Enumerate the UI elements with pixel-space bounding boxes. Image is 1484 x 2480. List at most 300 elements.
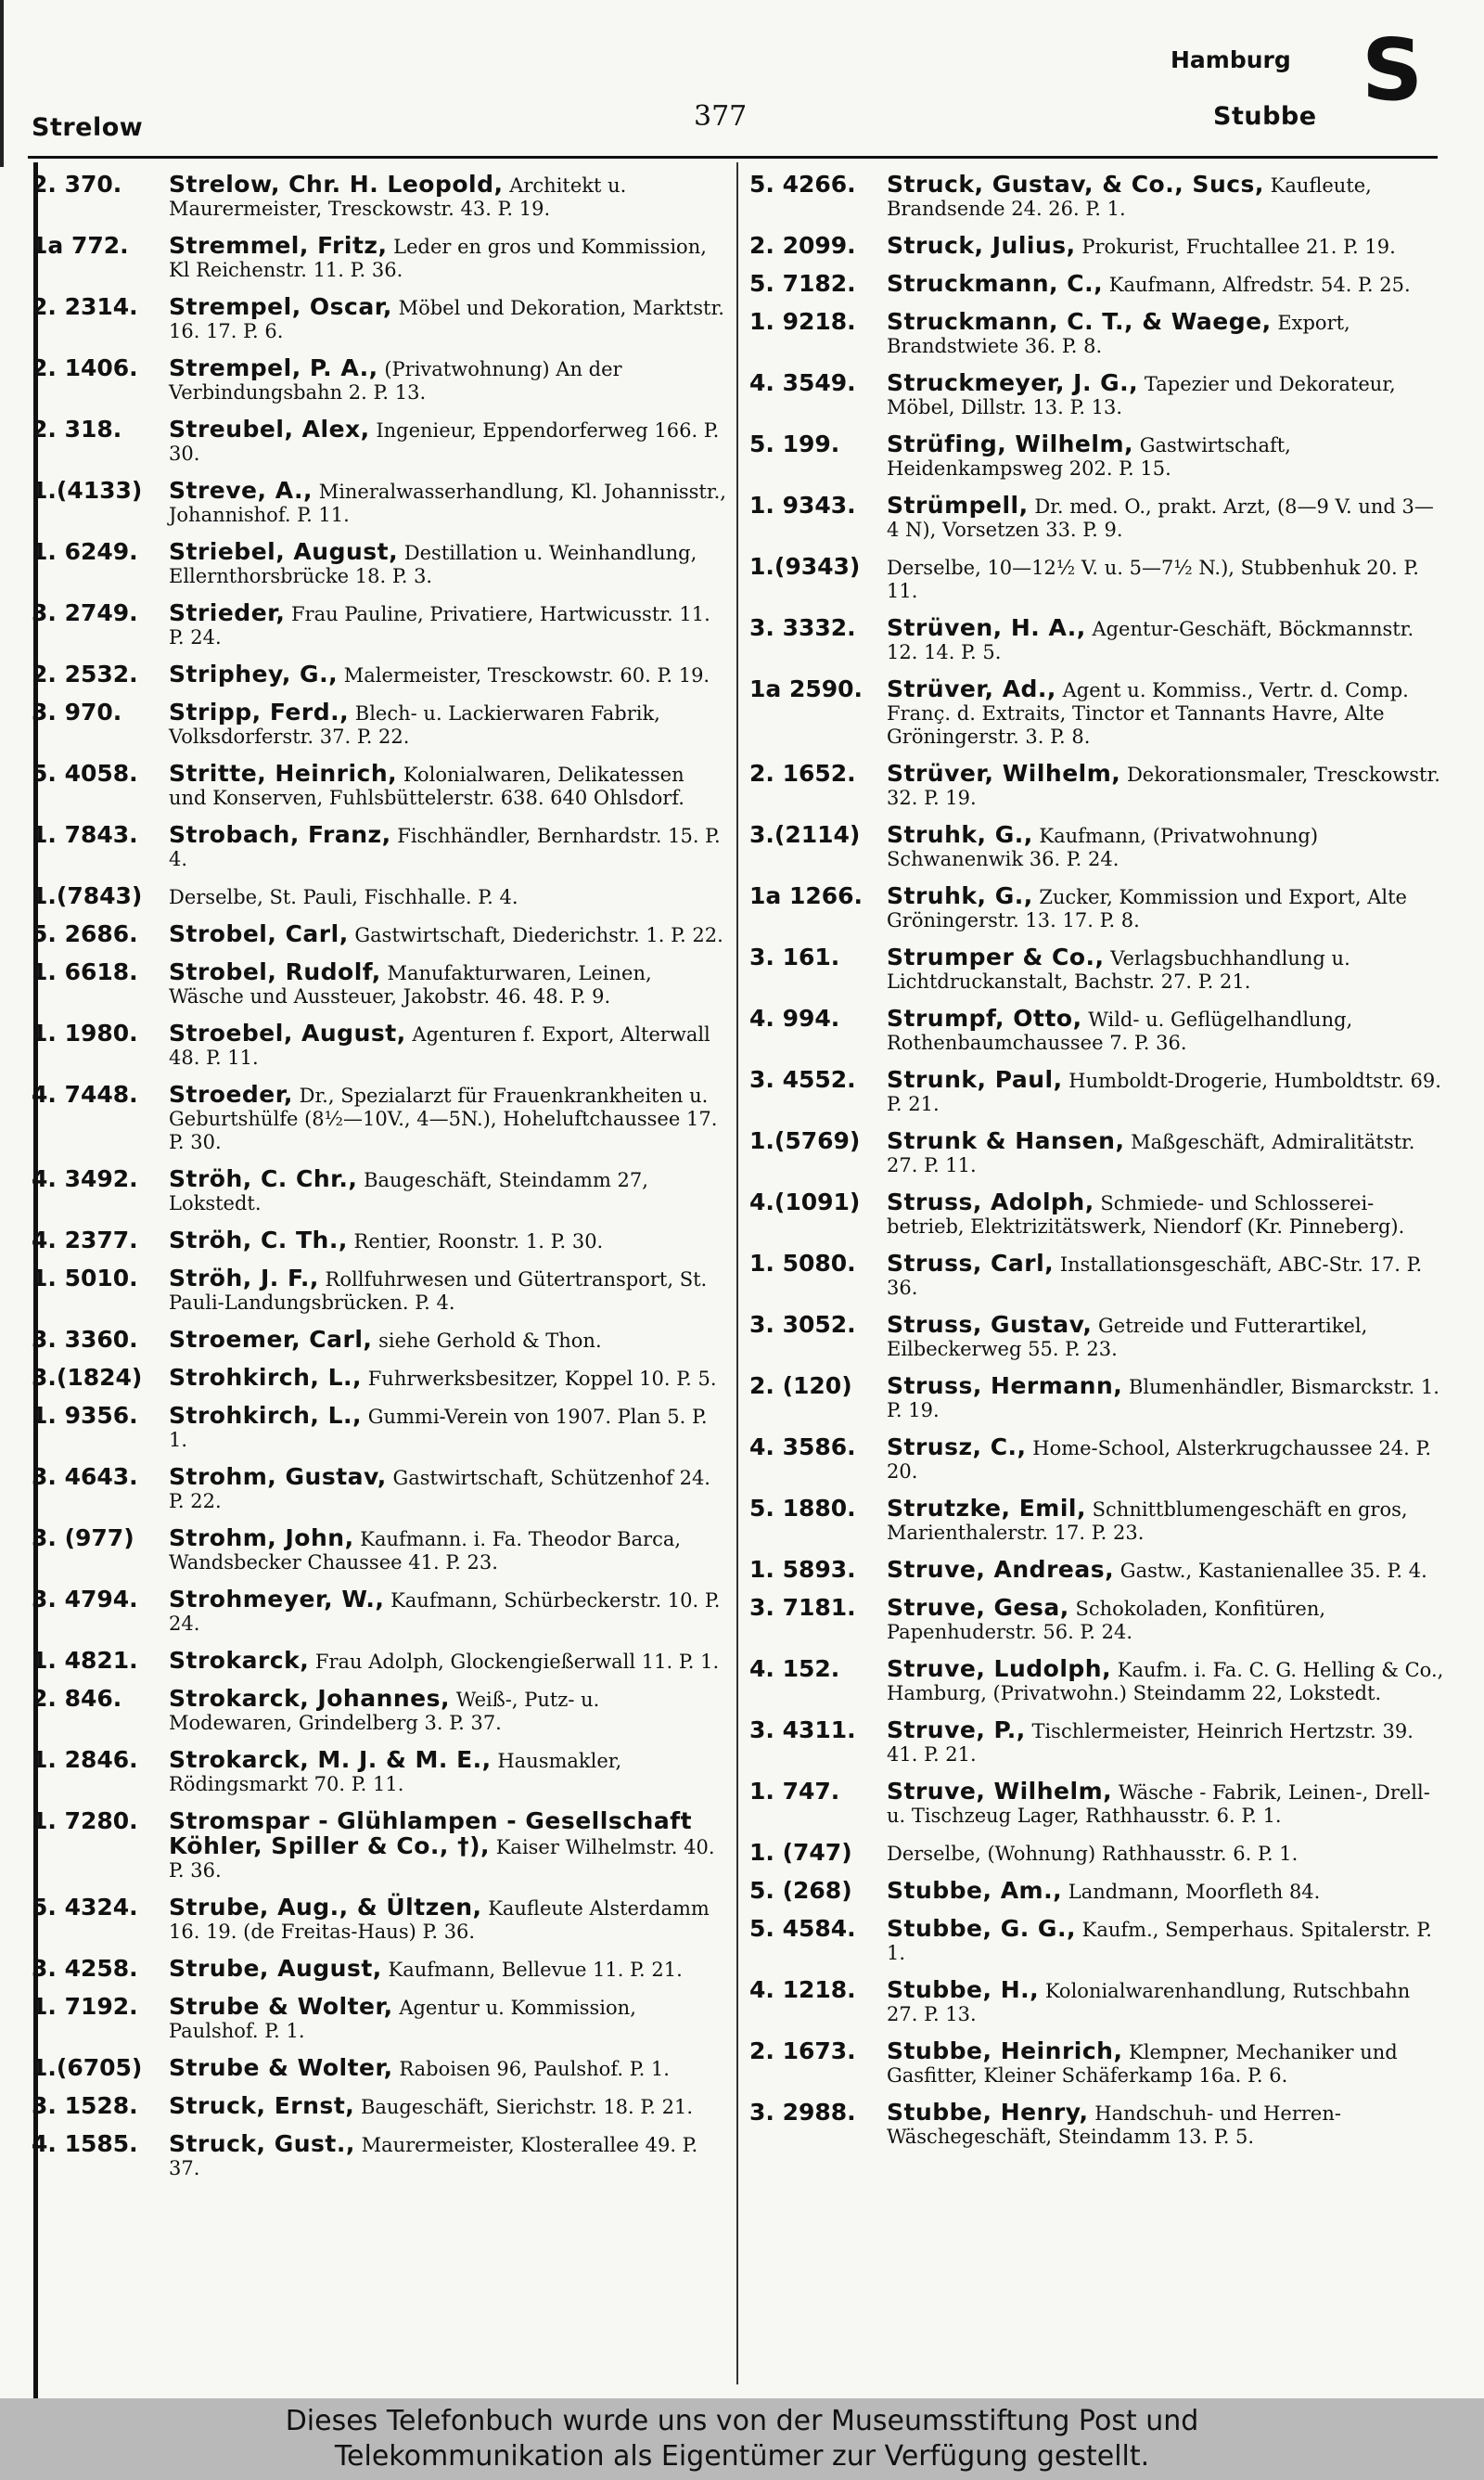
entry-text (169, 596, 727, 649)
subscriber-name: Struve, Wilhelm, (887, 1778, 1113, 1805)
subscriber-name: Strempel, P. A., (169, 354, 378, 381)
directory-entry (32, 228, 727, 282)
subscriber-details: Wild- u. Geflügelhandlung, Rothenbaumchaussee 7. P. 36. (887, 1009, 1353, 1054)
subscriber-details: Maßgeschäft, Admiralitätstr. 27. P. 11. (887, 1131, 1415, 1176)
directory-entry (749, 366, 1445, 419)
entry-text (887, 1491, 1445, 1545)
directory-entry (749, 1185, 1445, 1239)
subscriber-name: Streve, A., (169, 477, 313, 504)
directory-entry (32, 2127, 727, 2180)
subscriber-details: Kaufleute, Brandsende 24. 26. P. 1. (887, 174, 1372, 220)
subscriber-name: Strüfing, Wilhelm, (887, 430, 1134, 457)
entry-text (887, 1873, 1445, 1904)
phone-number: 1. 5080. (749, 1250, 856, 1277)
subscriber-name: Strohm, John, (169, 1524, 354, 1551)
phone-number: 2. 1673. (749, 2037, 856, 2064)
subscriber-details: Kaufmann, Bellevue 11. P. 21. (388, 1959, 683, 1981)
subscriber-details: Klempner, Mechaniker und Gasfitter, Kleiner Schäferkamp 16a. P. 6. (887, 2041, 1398, 2087)
directory-entry (749, 488, 1445, 542)
directory-entry (749, 1430, 1445, 1484)
directory-entry (32, 167, 727, 221)
subscriber-details: Frau Adolph, Glockengießerwall 11. P. 1. (314, 1651, 720, 1673)
directory-entry (749, 1873, 1445, 1904)
directory-entry (32, 817, 727, 871)
subscriber-name: Stubbe, H., (887, 1976, 1040, 2003)
subscriber-details: Tapezier und Dekorateur, Möbel, Dillstr. 13. P. 13. (887, 373, 1396, 418)
directory-entry (749, 304, 1445, 358)
subscriber-name: Stroebel, August, (169, 1020, 406, 1047)
entry-text (169, 228, 727, 282)
subscriber-details: Installationsgeschäft, ABC-Str. 17. P. 36. (887, 1253, 1423, 1299)
directory-entry (32, 1804, 727, 1882)
right-column (749, 167, 1445, 2156)
directory-entry (749, 1713, 1445, 1767)
subscriber-name: Strüver, Ad., (887, 675, 1056, 702)
phone-number: 4. 3586. (749, 1433, 856, 1460)
phone-number: 3. 4258. (32, 1955, 138, 1982)
subscriber-name: Striphey, G., (169, 661, 339, 687)
entry-text (169, 351, 727, 405)
subscriber-details: Dr., Spezialarzt für Frauenkrankheiten u. Geburtshülfe (8½—10V., 4—5N.), Hoheluftchaussee 17. P. 30. (169, 1085, 718, 1153)
entry-text (887, 427, 1445, 481)
subscriber-details: Landmann, Moorfleth 84. (1068, 1881, 1321, 1903)
subscriber-details: Kaufmann, Alfredstr. 54. P. 25. (1108, 274, 1411, 296)
directory-entry (32, 2088, 727, 2119)
phone-number: 2. 370. (32, 171, 122, 198)
directory-entry (32, 1989, 727, 2043)
subscriber-name: Struve, Andreas, (887, 1556, 1115, 1583)
directory-entry (32, 879, 727, 909)
directory-entry (32, 1643, 727, 1674)
entry-text (169, 1360, 727, 1391)
subscriber-details: Maurermeister, Klosterallee 49. P. 37. (169, 2134, 698, 2179)
subscriber-details: Derselbe, (Wohnung) Rathhausstr. 6. P. 1. (887, 1843, 1298, 1865)
ownership-footer (0, 2398, 1484, 2480)
entry-text (169, 412, 727, 466)
phone-number: 1a 2590. (749, 675, 864, 702)
subscriber-details: Kaufmann, (Privatwohnung) Schwanenwik 36. P. 24. (887, 825, 1319, 870)
subscriber-details: (Privatwohnung) An der Verbindungsbahn 2. P. 13. (169, 358, 622, 404)
subscriber-name: Stubbe, Henry, (887, 2099, 1089, 2126)
entry-text (169, 1077, 727, 1154)
entry-text (887, 756, 1445, 810)
phone-number: 3. 3332. (749, 614, 856, 641)
entry-text (887, 167, 1445, 221)
directory-entry (749, 1124, 1445, 1177)
directory-entry (32, 1582, 727, 1636)
phone-number: 5. 4058. (32, 760, 138, 787)
subscriber-details: Leder en gros und Kommission, Kl Reichenstr. 11. P. 36. (169, 236, 707, 281)
phone-number: 3. 4552. (749, 1066, 856, 1093)
directory-entry (32, 1398, 727, 1452)
entry-text (169, 1322, 727, 1353)
phone-number: 1. 5010. (32, 1265, 138, 1291)
entry-text (169, 1989, 727, 2043)
entry-text (169, 917, 727, 947)
subscriber-name: Struhk, G., (887, 882, 1033, 909)
subscriber-name: Struss, Adolph, (887, 1189, 1094, 1215)
directory-entry (32, 1077, 727, 1154)
entry-text (887, 2095, 1445, 2149)
directory-entry (749, 549, 1445, 603)
directory-entry (32, 1223, 727, 1253)
directory-entry (749, 1307, 1445, 1361)
subscriber-name: Stroemer, Carl, (169, 1326, 373, 1353)
phone-number: 1.(4133) (32, 477, 143, 504)
subscriber-name: Struck, Julius, (887, 232, 1076, 259)
directory-entry (32, 1742, 727, 1796)
subscriber-name: Strüven, H. A., (887, 614, 1086, 641)
subscriber-name: Struve, Gesa, (887, 1594, 1069, 1621)
subscriber-details: Agentur-Geschäft, Böckmannstr. 12. 14. P. 5. (887, 618, 1414, 663)
subscriber-name: Strohkirch, L., (169, 1402, 363, 1429)
directory-entry (749, 1491, 1445, 1545)
phone-number: 2. 2099. (749, 232, 856, 259)
subscriber-details: Gastw., Kastanienallee 35. P. 4. (1119, 1560, 1427, 1582)
directory-entry (749, 1246, 1445, 1300)
subscriber-name: Strunk & Hansen, (887, 1127, 1125, 1154)
directory-entry (749, 1001, 1445, 1055)
entry-text (169, 756, 727, 810)
directory-entry (749, 817, 1445, 871)
subscriber-name: Streubel, Alex, (169, 416, 370, 443)
subscriber-details: Kaufmann, Schürbeckerstr. 10. P. 24. (169, 1589, 721, 1635)
directory-entry (749, 879, 1445, 932)
subscriber-details: Dr. med. O., prakt. Arzt, (8—9 V. und 3—4 N), Vorsetzen 33. P. 9. (887, 495, 1434, 541)
entry-text (169, 2127, 727, 2180)
entry-text (887, 366, 1445, 419)
subscriber-name: Struck, Ernst, (169, 2092, 355, 2119)
entry-text (169, 473, 727, 527)
entry-text (169, 1162, 727, 1215)
entry-text (887, 1368, 1445, 1422)
phone-number: 1. 9218. (749, 308, 856, 335)
subscriber-details: Getreide und Futterartikel, Eilbeckerweg 55. P. 23. (887, 1315, 1368, 1360)
entry-text (169, 1261, 727, 1315)
subscriber-name: Struss, Carl, (887, 1250, 1055, 1277)
directory-entry (32, 917, 727, 947)
subscriber-name: Strokarck, M. J. & M. E., (169, 1746, 492, 1773)
subscriber-details: Kaufleute Alsterdamm 16. 19. (de Freitas-Haus) P. 36. (169, 1897, 710, 1943)
directory-entry (32, 1890, 727, 1944)
subscriber-name: Strunk, Paul, (887, 1066, 1063, 1093)
phone-number: 1a 1266. (749, 882, 864, 909)
directory-entry (32, 1360, 727, 1391)
subscriber-name: Strokarck, (169, 1647, 310, 1674)
subscriber-details: Prokurist, Fruchtallee 21. P. 19. (1081, 236, 1396, 258)
subscriber-name: Stroeder, (169, 1081, 293, 1108)
subscriber-name: Strüver, Wilhelm, (887, 760, 1121, 787)
subscriber-details: Manufakturwaren, Leinen, Wäsche und Aussteuer, Jakobstr. 46. 48. P. 9. (169, 962, 652, 1008)
directory-entry (32, 473, 727, 527)
phone-number: 1. 4821. (32, 1647, 138, 1674)
subscriber-name: Strelow, Chr. H. Leopold, (169, 171, 504, 198)
entry-text (169, 695, 727, 749)
entry-text (169, 2088, 727, 2119)
subscriber-name: Strutzke, Emil, (887, 1495, 1086, 1522)
directory-entry (32, 695, 727, 749)
phone-number: 1. 7192. (32, 1993, 138, 2020)
subscriber-name: Struckmeyer, J. G., (887, 369, 1139, 396)
subscriber-name: Strube & Wolter, (169, 1993, 393, 2020)
directory-entry (749, 1651, 1445, 1705)
subscriber-name: Struss, Hermann, (887, 1372, 1123, 1399)
phone-number: 3. 3052. (749, 1311, 856, 1338)
entry-text (169, 1742, 727, 1796)
subscriber-name: Stripp, Ferd., (169, 699, 350, 726)
subscriber-name: Strube & Wolter, (169, 2054, 393, 2081)
phone-number: 3. 4311. (749, 1716, 856, 1743)
subscriber-details: Schmiede- und Schlosserei-betrieb, Elektrizitätswerk, Niendorf (Kr. Pinneberg). (887, 1192, 1405, 1238)
phone-number: 2. 318. (32, 416, 122, 443)
phone-number: 5. 4584. (749, 1915, 856, 1942)
subscriber-name: Struckmann, C. T., & Waege, (887, 308, 1272, 335)
subscriber-name: Struve, P., (887, 1716, 1026, 1743)
subscriber-details: Schnittblumengeschäft en gros, Marienthalerstr. 17. P. 23. (887, 1498, 1408, 1544)
subscriber-details: Kaiser Wilhelmstr. 40. P. 36. (169, 1836, 715, 1882)
subscriber-details: Home-School, Alsterkrugchaussee 24. P. 20. (887, 1437, 1432, 1483)
entry-text (887, 940, 1445, 994)
phone-number: 3. 2749. (32, 599, 138, 626)
subscriber-name: Strokarck, Johannes, (169, 1685, 451, 1712)
entry-text (169, 534, 727, 588)
directory-entry (749, 1062, 1445, 1116)
entry-text (887, 1972, 1445, 2026)
entry-text (887, 1713, 1445, 1767)
phone-number: 5. (268) (749, 1877, 852, 1904)
entry-text (169, 1223, 727, 1253)
subscriber-name: Strube, August, (169, 1955, 382, 1982)
subscriber-details: Dekorationsmaler, Tresckowstr. 32. P. 19. (887, 764, 1440, 809)
phone-number: 1. 7843. (32, 821, 138, 848)
directory-entry (32, 1521, 727, 1574)
phone-number: 5. 4324. (32, 1894, 138, 1921)
entry-text (169, 167, 727, 221)
subscriber-details: Zucker, Kommission und Export, Alte Gröningerstr. 13. 17. P. 8. (887, 886, 1407, 932)
phone-number: 3. 970. (32, 699, 122, 726)
phone-number: 1. 9343. (749, 492, 856, 519)
subscriber-name: Ströh, C. Chr., (169, 1165, 358, 1192)
phone-number: 4. 1218. (749, 1976, 856, 2003)
directory-entry (749, 2095, 1445, 2149)
entry-text (169, 817, 727, 871)
subscriber-details: Kaufmann. i. Fa. Theodor Barca, Wandsbecker Chaussee 41. P. 23. (169, 1528, 682, 1574)
subscriber-name: Struss, Gustav, (887, 1311, 1093, 1338)
entry-text (169, 657, 727, 687)
subscriber-name: Strube, Aug., & Ültzen, (169, 1894, 482, 1921)
subscriber-details: Baugeschäft, Steindamm 27, Lokstedt. (169, 1169, 648, 1214)
entry-text (887, 817, 1445, 871)
entry-text (887, 228, 1445, 259)
subscriber-name: Strohm, Gustav, (169, 1463, 387, 1490)
directory-entry (32, 1681, 727, 1735)
subscriber-details: Fischhändler, Bernhardstr. 15. P. 4. (169, 825, 721, 870)
entry-text (887, 610, 1445, 664)
phone-number: 3. 4643. (32, 1463, 138, 1490)
subscriber-name: Struve, Ludolph, (887, 1655, 1112, 1682)
subscriber-details: Rollfuhrwesen und Gütertransport, St. Pauli-Landungsbrücken. P. 4. (169, 1268, 708, 1314)
phone-number: 3.(2114) (749, 821, 861, 848)
phone-number: 1.(9343) (749, 553, 861, 580)
directory-entry (32, 289, 727, 343)
directory-entry (32, 1261, 727, 1315)
subscriber-details: Frau Pauline, Privatiere, Hartwicusstr. 11. P. 24. (169, 603, 710, 649)
subscriber-name: Strusz, C., (887, 1433, 1027, 1460)
subscriber-name: Strobel, Rudolf, (169, 958, 381, 985)
subscriber-name: Strobach, Franz, (169, 821, 391, 848)
subscriber-details: Kaufm. i. Fa. C. G. Helling & Co., Hamburg, (Privatwohn.) Steindamm 22, Lokstedt. (887, 1659, 1444, 1704)
subscriber-name: Strobel, Carl, (169, 920, 349, 947)
entry-text (169, 1521, 727, 1574)
phone-number: 2. 1652. (749, 760, 856, 787)
entry-text (169, 1582, 727, 1636)
phone-number: 5. 4266. (749, 171, 856, 198)
phone-number: 5. 7182. (749, 270, 856, 297)
subscriber-details: Agent u. Kommiss., Vertr. d. Comp. Franç. d. Extraits, Tinctor et Tannants Havre, Alte Gröningerstr. 3. P. 8. (887, 679, 1409, 748)
phone-number: 2. 1406. (32, 354, 138, 381)
subscriber-details: Handschuh- und Herren-Wäschegeschäft, Steindamm 13. P. 5. (887, 2102, 1341, 2148)
subscriber-name: Strohkirch, L., (169, 1364, 363, 1391)
phone-number: 1. 5893. (749, 1556, 856, 1583)
entry-text (169, 1643, 727, 1674)
entry-text (169, 1459, 727, 1513)
entry-text (887, 1590, 1445, 1644)
subscriber-details: Agenturen f. Export, Alterwall 48. P. 11. (169, 1023, 710, 1069)
column-divider (736, 162, 738, 2384)
directory-entry (749, 266, 1445, 297)
entry-text (887, 1552, 1445, 1583)
subscriber-details: Malermeister, Tresckowstr. 60. P. 19. (343, 664, 710, 687)
subscriber-details: Verlagsbuchhandlung u. Lichtdruckanstalt, Bachstr. 27. P. 21. (887, 947, 1350, 993)
subscriber-name: Stromspar - Glühlampen - Gesellschaft Köhler, Spiller & Co., †), (169, 1807, 693, 1859)
header-divider (28, 156, 1438, 159)
subscriber-details: Destillation u. Weinhandlung, Ellernthorsbrücke 18. P. 3. (169, 542, 697, 587)
directory-entry (749, 672, 1445, 749)
subscriber-name: Stremmel, Fritz, (169, 232, 388, 259)
entry-text (887, 1774, 1445, 1828)
directory-entry (749, 1835, 1445, 1866)
phone-number: 5. 2686. (32, 920, 138, 947)
subscriber-details: Kolonialwarenhandlung, Rutschbahn 27. P. 13. (887, 1980, 1411, 2025)
subscriber-name: Struck, Gustav, & Co., Sucs, (887, 171, 1264, 198)
directory-entry (749, 427, 1445, 481)
subscriber-details: Wäsche - Fabrik, Leinen-, Drell- u. Tischzeug Lager, Rathhausstr. 6. P. 1. (887, 1781, 1430, 1827)
directory-entry (32, 1459, 727, 1513)
subscriber-details: siehe Gerhold & Thon. (378, 1330, 602, 1352)
subscriber-details: Export, Brandstwiete 36. P. 8. (887, 312, 1350, 357)
subscriber-details: Gastwirtschaft, Heidenkampsweg 202. P. 15. (887, 434, 1291, 480)
entry-text (887, 266, 1445, 297)
subscriber-name: Stubbe, Am., (887, 1877, 1063, 1904)
directory-entry (32, 657, 727, 687)
entry-text (887, 1651, 1445, 1705)
entry-text (169, 2050, 727, 2081)
entry-text (169, 1890, 727, 1944)
phone-number: 4. 152. (749, 1655, 840, 1682)
entry-text (169, 955, 727, 1009)
subscriber-details: Hausmakler, Rödingsmarkt 70. P. 11. (169, 1750, 622, 1795)
page-number: 377 (694, 100, 748, 133)
subscriber-name: Ströh, C. Th., (169, 1227, 348, 1253)
subscriber-details: Derselbe, St. Pauli, Fischhalle. P. 4. (169, 886, 518, 908)
phone-number: 3. 4794. (32, 1586, 138, 1613)
subscriber-details: Gastwirtschaft, Schützenhof 24. P. 22. (169, 1467, 710, 1512)
phone-number: 1. 7280. (32, 1807, 138, 1834)
entry-text (169, 289, 727, 343)
entry-text (887, 1430, 1445, 1484)
phone-number: 1.(5769) (749, 1127, 861, 1154)
phone-number: 4. 7448. (32, 1081, 138, 1108)
subscriber-details: Blumenhändler, Bismarckstr. 1. P. 19. (887, 1376, 1439, 1421)
directory-entry (32, 1951, 727, 1982)
subscriber-name: Strümpell, (887, 492, 1029, 519)
phone-number: 1. 1980. (32, 1020, 138, 1047)
phone-number: 1a 772. (32, 232, 129, 259)
phone-number: 2. (120) (749, 1372, 852, 1399)
subscriber-details: Weiß-, Putz- u. Modewaren, Grindelberg 3. P. 37. (169, 1689, 600, 1734)
footer-line-1: Dieses Telefonbuch wurde uns von der Museumsstiftung Post und (285, 2405, 1199, 2437)
directory-entry (749, 940, 1445, 994)
entry-text (169, 1951, 727, 1982)
subscriber-details: Agentur u. Kommission, Paulshof. P. 1. (169, 1997, 636, 2042)
subscriber-details: Schokoladen, Konfitüren, Papenhuderstr. 56. P. 24. (887, 1598, 1326, 1643)
directory-entry (32, 2050, 727, 2081)
subscriber-name: Struckmann, C., (887, 270, 1104, 297)
subscriber-details: Baugeschäft, Sierichstr. 18. P. 21. (360, 2096, 694, 2118)
subscriber-name: Stritte, Heinrich, (169, 760, 398, 787)
subscriber-name: Strieder, (169, 599, 286, 626)
entry-text (887, 1124, 1445, 1177)
entry-text (887, 1185, 1445, 1239)
subscriber-name: Striebel, August, (169, 538, 399, 565)
phone-number: 4. 3492. (32, 1165, 138, 1192)
subscriber-name: Strumpf, Otto, (887, 1005, 1082, 1032)
entry-text (169, 1681, 727, 1735)
entry-text (887, 1835, 1445, 1866)
header-first-entry: Strelow (32, 113, 144, 142)
subscriber-details: Mineralwasserhandlung, Kl. Johannisstr., Johannishof. P. 11. (169, 481, 726, 526)
directory-entry (749, 2034, 1445, 2088)
subscriber-details: Möbel und Dekoration, Marktstr. 16. 17. P. 6. (169, 297, 724, 342)
subscriber-details: Ingenieur, Eppendorferweg 166. P. 30. (169, 419, 720, 465)
phone-number: 1. 9356. (32, 1402, 138, 1429)
subscriber-name: Stubbe, Heinrich, (887, 2037, 1123, 2064)
phone-number: 2. 2314. (32, 293, 138, 320)
subscriber-details: Derselbe, 10—12½ V. u. 5—7½ N.), Stubbenhuk 20. P. 11. (887, 557, 1419, 602)
subscriber-name: Struck, Gust., (169, 2130, 355, 2157)
directory-entry (749, 167, 1445, 221)
phone-number: 3. 1528. (32, 2092, 138, 2119)
subscriber-details: Gastwirtschaft, Diederichstr. 1. P. 22. (354, 924, 723, 946)
entry-text (887, 2034, 1445, 2088)
subscriber-name: Struhk, G., (887, 821, 1033, 848)
section-letter: S (1362, 20, 1424, 120)
subscriber-name: Ströh, J. F., (169, 1265, 319, 1291)
directory-entry (749, 1911, 1445, 1965)
phone-number: 3. 161. (749, 944, 840, 970)
directory-entry (32, 534, 727, 588)
entry-text (887, 1911, 1445, 1965)
directory-entry (749, 1774, 1445, 1828)
subscriber-details: Rentier, Roonstr. 1. P. 30. (353, 1230, 604, 1253)
directory-entry (32, 412, 727, 466)
phone-number: 2. 846. (32, 1685, 122, 1712)
footer-line-2: Telekommunikation als Eigentümer zur Verfügung gestellt. (334, 2440, 1150, 2473)
entry-text (169, 1016, 727, 1070)
header-last-entry: Stubbe (1213, 102, 1317, 131)
entry-text (169, 1804, 727, 1882)
phone-number: 1. 6618. (32, 958, 138, 985)
